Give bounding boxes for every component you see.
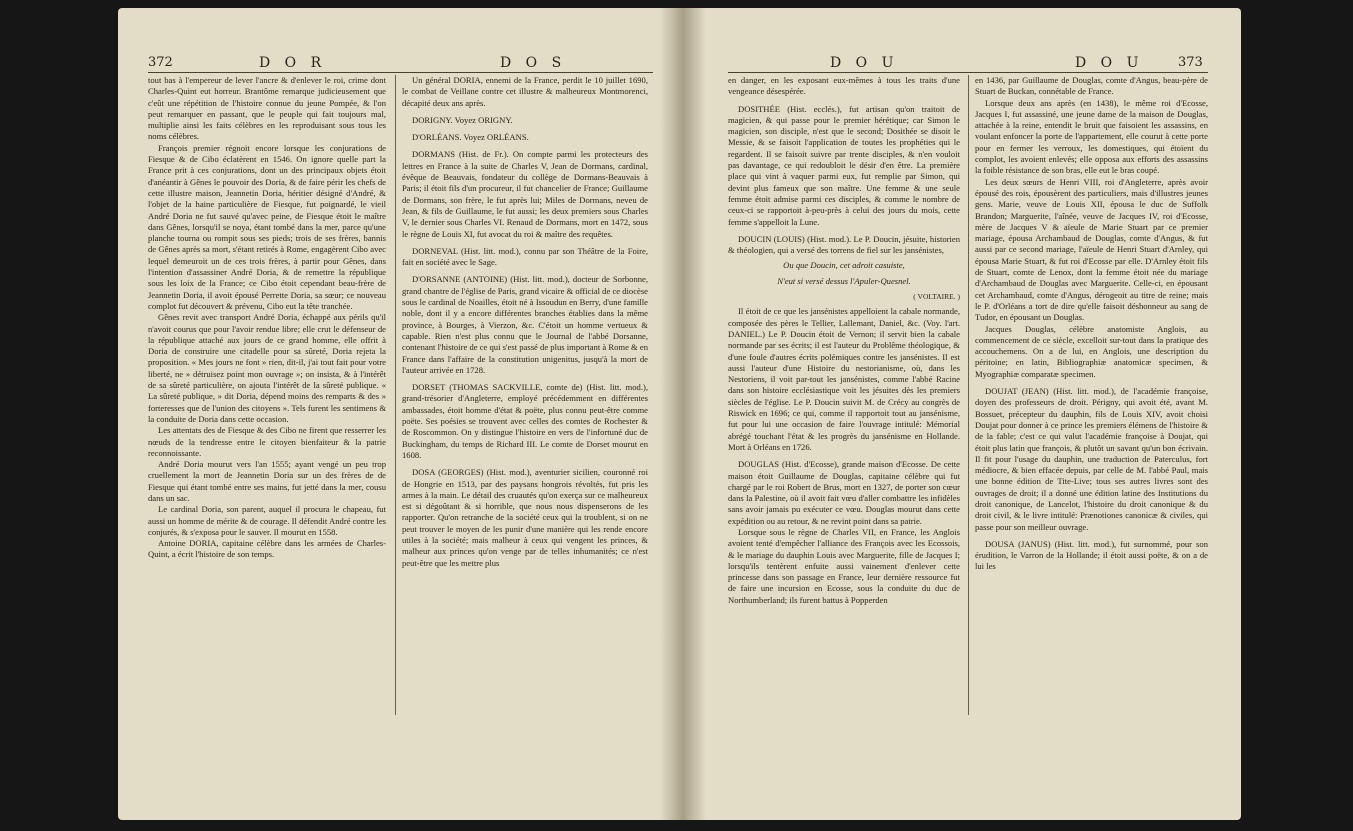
paragraph: Gênes revit avec transport André Doria, échappé aux périls qu'il n'avoit courus que pour l'avoir rendue libre; elle crut le défenseur de la république attaché aux jours de ce grand homme, elle offrit à Doria de construire une citadelle pour sa sûreté, Doria rejeta la proposition. « Mes jours ne font » rien, dit-il, j'ai tout fait pour votre liberté, ne » détruisez point mon ouvrage »; on insista, & à l'intérêt de sa sûreté particulière, on ajouta l'intérêt de la sûreté publique. « La sûreté publique, » dit Doria, dépend moins des remparts & des » forteresses que de l'union des citoyens ». Tels furent les sentimens & la conduite de Doria dans cette occasion. <box>148 312 386 424</box>
verse-quote-line: Ou que Doucin, cet adroit casuiste, <box>783 260 905 271</box>
right-running-head-1: D O U <box>830 55 899 71</box>
paragraph: André Doria mourut vers l'an 1555; ayant vengé un peu trop cruellement la mort de Jeannetin Doria sur un des frères de de Fiesque qui étant tombé entre ses mains, fut jetté dans la mer, cousu dans un sac. <box>148 459 386 503</box>
left-column-1 <box>148 75 386 561</box>
paragraph: Jacques Douglas, célèbre anatomiste Anglois, au commencement de ce siècle, excelloit sur-tout dans la pratique des accouchemens. On a de lui, en Anglois, une description du péritoine; en latin, Bibliographiæ anatomicæ specimen, & Myographiæ comparatæ specimen. <box>975 323 1208 379</box>
entry-dousa: DOUSA (JANUS) (Hist. litt. mod.), fut surnommé, pour son érudition, le Varron de la Hollande; il étoit aussi poëte, & on a de lui les <box>975 538 1208 572</box>
entry-dosa: DOSA (GEORGES) (Hist. mod.), aventurier sicilien, couronné roi de Hongrie en 1513, par des paysans hongrois révoltés, fut pris les armes à la main. Le détail des cruautés qu'on exerça sur ce malheureux est si dégoûtant & si horrible, que nous nous dispenserons de les rapporter. Qu'on retranche de la société ceux qui la troublent, si on ne peut trouver le moyen de les punir d'une manière qui les rende encore utiles à la société; mais malheur à ceux qui vengent les princes, & malheur aux princes qu'on venge par de telles inhumanités; ce n'est peut-être que les mettre plus <box>402 467 648 568</box>
left-running-head-2: D O S <box>500 55 567 71</box>
paragraph: en 1436, par Guillaume de Douglas, comte d'Angus, beau-père de Stuart de Buckan, connétable de France. <box>975 75 1208 97</box>
paragraph: Les attentats des de Fiesque & des Cibo ne firent que resserrer les nœuds de la tendresse entre le citoyen bienfaiteur & la patrie reconnoissante. <box>148 425 386 458</box>
paragraph: Les deux sœurs de Henri VIII, roi d'Angleterre, après avoir épousé des rois, épousèrent des particuliers, mais d'illustres jeunes gens. Marie, veuve de Louis XII, épousa le duc de Suffolk Brandon; Marguerite, l'aînée, veuve de Jacques IV, roi d'Ecosse, mère de Jacques V & aïeule de Marie Stuart par ce premier mariage, épousa Archambaud de Douglas, comte d'Angus, & fut aussi par ce second mariage, l'aïeule de Henri Stuart d'Arnley, qui épousa Marie Stuart, & fut roi d'Ecosse par elle. D'Arnley étoit fils de Stuart, comte de Lenox, dont la femme étoit née du mariage d'Archambaud de Douglas avec Marguerite. Celle-ci, en épousant cet Archambaud, comte d'Angus, dérogeoit au titre de reine; mais le P. d'Orléans a tort de dire qu'elle faisoit déshonneur au sang de Tudor, en épousant un Douglas. <box>975 176 1208 323</box>
right-page-number: 373 <box>1178 55 1203 70</box>
paragraph: Lorsque deux ans après (en 1438), le même roi d'Ecosse, Jacques I, fut assassiné, une jeune dame de la maison de Douglas, attachée à la reine, entendit le bruit que faisoient les assassins, en voulant enfoncer la porte de l'appartement, elle courut à cette porte pour en fermer les verroux, les domestiques, qui étoient du complot, les avoient enlevés; elle opposa aux efforts des assassins la foible résistance de son bras, elle eut le bras coupé. <box>975 97 1208 176</box>
left-column-2 <box>402 75 648 569</box>
paragraph: Antoine DORIA, capitaine célèbre dans les armées de Charles-Quint, a écrit l'histoire de son temps. <box>148 538 386 560</box>
left-head-rule <box>148 72 653 73</box>
paragraph: tout bas à l'empereur de lever l'ancre & d'enlever le roi, crime dont Charles-Quint eut horreur. Brantôme remarque judicieusement que c'eût une répétition de l'histoire connue du jeune Pompée, & l'on peut remarquer en passant, que le peuple qui fait toujours mal, multiplie ainsi les faits célèbres en les reproduisant sous tous les noms célèbres. <box>148 75 386 142</box>
entry-dorneval: DORNEVAL (Hist. litt. mod.), connu par son Théâtre de la Foire, fait en société avec le Sage. <box>402 245 648 268</box>
left-column-rule <box>395 75 396 715</box>
entry-dorleans: D'ORLÉANS. Voyez ORLÉANS. <box>412 132 529 143</box>
left-running-head-1: D O R <box>259 55 327 71</box>
entry-dormans: DORMANS (Hist. de Fr.). On compte parmi les protecteurs des lettres en France à la suite de Charles V, Jean de Dormans, cardinal, évêque de Beauvais, fondateur du collège de Dormans-Beauvais à Paris; il étoit fils d'un procureur, il fut chancelier de France; Guillaume de Dormans, son frère, le fut après lui; Miles de Dormans, neveu de Jean, & fils de Guillaume, le fut aussi; les deux premiers sous Charles V, le dernier sous Charles VI. Renaud de Dormans, mort en 1472, sous le règne de Louis XI, fut avocat du roi & maître des requêtes. <box>402 149 648 239</box>
entry-dorsanne: D'ORSANNE (ANTOINE) (Hist. litt. mod.), docteur de Sorbonne, grand chantre de l'église de Paris, grand vicaire & official de ce diocèse sous le cardinal de Noailles, étoit né à Issoudun en Berry, d'une famille noble, dont il y a encore différentes branches établies dans la même province, à Bourges, à Vierzon, &c. C'étoit un homme vertueux & capable. Rien n'est plus connu que le Journal de l'abbé Dorsanne, contenant l'histoire de ce qui s'est passé de plus important à Rome & en France dans l'affaire de la constitution unigenitus, jusqu'à la mort de l'auteur arrivée en 1728. <box>402 274 648 375</box>
paragraph: en danger, en les exposant eux-mêmes à tous les traits d'une vengeance désespérée. <box>728 75 960 97</box>
entry-doucin: DOUCIN (LOUIS) (Hist. mod.). Le P. Doucin, jésuite, historien & théologien, qui a versé des torrens de fiel sur les jansénistes, <box>728 233 960 256</box>
right-column-2 <box>975 75 1208 573</box>
left-page-number: 372 <box>148 55 173 70</box>
paragraph: François premier régnoit encore lorsque les conjurations de Fiesque & de Cibo éclatèrent en 1546. On ignore quelle part la France prit à ces conjurations, dont un des principaux objets étoit d'anéantir à Gênes le pouvoir des Doria, & de faire périr les chefs de cette illustre maison, Jeannetin Doria, héritier désigné d'André, & l'objet de la haine particulière de Fiesque, fut poignardé, le vieil André Doria ne fut sauvé qu'avec peine, de Fiesque étoit le maître dans Gênes, lorsqu'il se noya, étant tombé dans la mer, parce qu'une planche tourna ou rompit sous ses pieds; trois de ses frères, bannis de Gênes après sa mort, s'étant retirés à Rome, engagèrent Cibo avec lequel demeuroit un de ces trois frères, à partir pour Gênes, dans l'intention d'assassiner André Doria, & de remettre la république sous les loix de la France; ce Cibo étoit cependant beau-frère de Jeannetin Doria, il avoit épousé Perrette Doria, sa sœur; ce nouveau complot fut découvert & prévenu, Cibo eut la tête tranchée. <box>148 142 386 311</box>
right-running-head-2: D O U <box>1075 55 1144 71</box>
paragraph: Le cardinal Doria, son parent, auquel il procura le chapeau, fut aussi un homme de mérite & de courage. Il défendit André contre les conjurés, & s'exposa pour le sauver. Il mourut en 1558. <box>148 504 386 537</box>
right-head-rule <box>728 72 1208 73</box>
entry-dosithee: DOSITHÉE (Hist. ecclés.), fut artisan qu'on traitoit de magicien, & qui passe pour le premier hérétique; car Simon le magicien, son disciple, n'est que le second; Dosithée se disoit le Messie, & se faisoit l'application de toutes les prophéties qui le regardent. Il se faisoit suivre par trente disciples, & n'en vouloit pas davantage, ce qui redoubloit le désir d'en être. La première place qui vint à vaquer parmi eux, fut remplie par Simon, qui devint plus fameux que son maître. Une femme & une seule femme étoit admise parmi ces disciples, & comme le nombre de ceux-ci se rapportoit à-peu-près à celui des jours du mois, cette femme s'appelloit la Lune. <box>728 103 960 227</box>
paragraph: Il étoit de ce que les jansénistes appelloient la cabale normande, composée des pères le Tellier, Lallemant, Daniel, &c. (Voy. l'art. DANIEL.) Le P. Doucin étoit de Vernon; il servit bien la cabale normande par ses écrits; il est l'auteur du Problême théologique, & d'une foule d'autres écrits polémiques contre les jansénistes. Il est aussi l'auteur d'une Histoire du nestorianisme, où, dans les Nestoriens, il voit par-tout les jansénistes, comme l'abbé Racine dans son histoire ecclésiastique voit les jésuites dès les premiers siècles de l'église. Le P. Doucin suivit M. de Crécy au congrès de Riswick en 1696; ce qui, comme il rapportoit tout au jansénisme, fut pour lui une occasion de faire l'ouvrage intitulé: Mémorial abrégé touchant l'état & les progrès du jansénisme en Hollande. Mort à Orléans en 1726. <box>728 306 960 452</box>
entry-doujat: DOUJAT (JEAN) (Hist. litt. mod.), de l'académie françoise, doyen des professeurs de droit. Périgny, qui avoit été, avant M. Bossuet, précepteur du dauphin, fils de Louis XIV, avoit choisi Doujat pour donner à ce prince les premiers élémens de l'histoire & de la fable; c'est ce qui valut l'académie françoise à Doujat, qui étoit plus latin que françois, & plutôt un savant qu'un bon écrivain. Il fit pour l'usage du dauphin, une traduction de Paterculus, fort médiocre, & bien effacée depuis, par celle de M. l'abbé Paul, mais une bonne édition de Tite-Live; tous ses autres livres sont des ouvrages de droit; il a donné une édition latine des Institutions du droit canonique, de Lancelot, l'histoire du droit canonique & du droit civil, & le livre intitulé: Prænotiones canonicæ & civiles, qui passe pour son meilleur ouvrage. <box>975 386 1208 532</box>
paragraph: Un général DORIA, ennemi de la France, perdit le 10 juillet 1690, le combat de Veillane contre cet illustre & malheureux Montmorenci, décapité deux ans après. <box>402 75 648 108</box>
entry-dorset: DORSET (THOMAS SACKVILLE, comte de) (Hist. litt. mod.), grand-trésorier d'Angleterre, employé précédemment en différentes ambassades, étoit homme d'état & poëte, plus connu peut-être comme poëte. Ses poésies se trouvent avec celles des comtes de Rochester & de Roscommon. On y distingue l'histoire en vers de l'infortuné duc de Buckingham, du temps de Richard III. Le comte de Dorset mourut en 1608. <box>402 382 648 460</box>
quote-attribution: ( VOLTAIRE. ) <box>913 292 960 302</box>
entry-douglas: DOUGLAS (Hist. d'Ecosse), grande maison d'Ecosse. De cette maison étoit Guillaume de Douglas, capitaine célèbre qui fut chargé par le roi Robert de Brus, mort en 1327, de porter son cœur dans la Palestine, où il avoit fait vœu d'aller combattre les infidèles sans avoir jamais pu exécuter ce vœu. Douglas mourut dans cette expédition ou au retour, & ne revint point dans sa patrie. <box>728 459 960 526</box>
right-column-1 <box>728 75 960 606</box>
verse-quote-line: N'eut si versé dessus l'Apuler-Quesnel. <box>777 275 911 286</box>
right-column-rule <box>968 75 969 715</box>
entry-dorigny: DORIGNY. Voyez ORIGNY. <box>412 114 513 125</box>
paragraph: Lorsque sous le règne de Charles VII, en France, les Anglois avoient tenté d'empêcher l'alliance des François avec les Ecossois, & le mariage du dauphin Louis avec Marguerite, fille de Jacques I; lorsqu'ils tentèrent enfuite aussi vainement d'enlever cette princesse dans son passage en France, leur dernière ressource fut de faire une incursion en Ecosse, sous la conduite du duc de Northumberland; ils furent battus à Popperden <box>728 526 960 605</box>
